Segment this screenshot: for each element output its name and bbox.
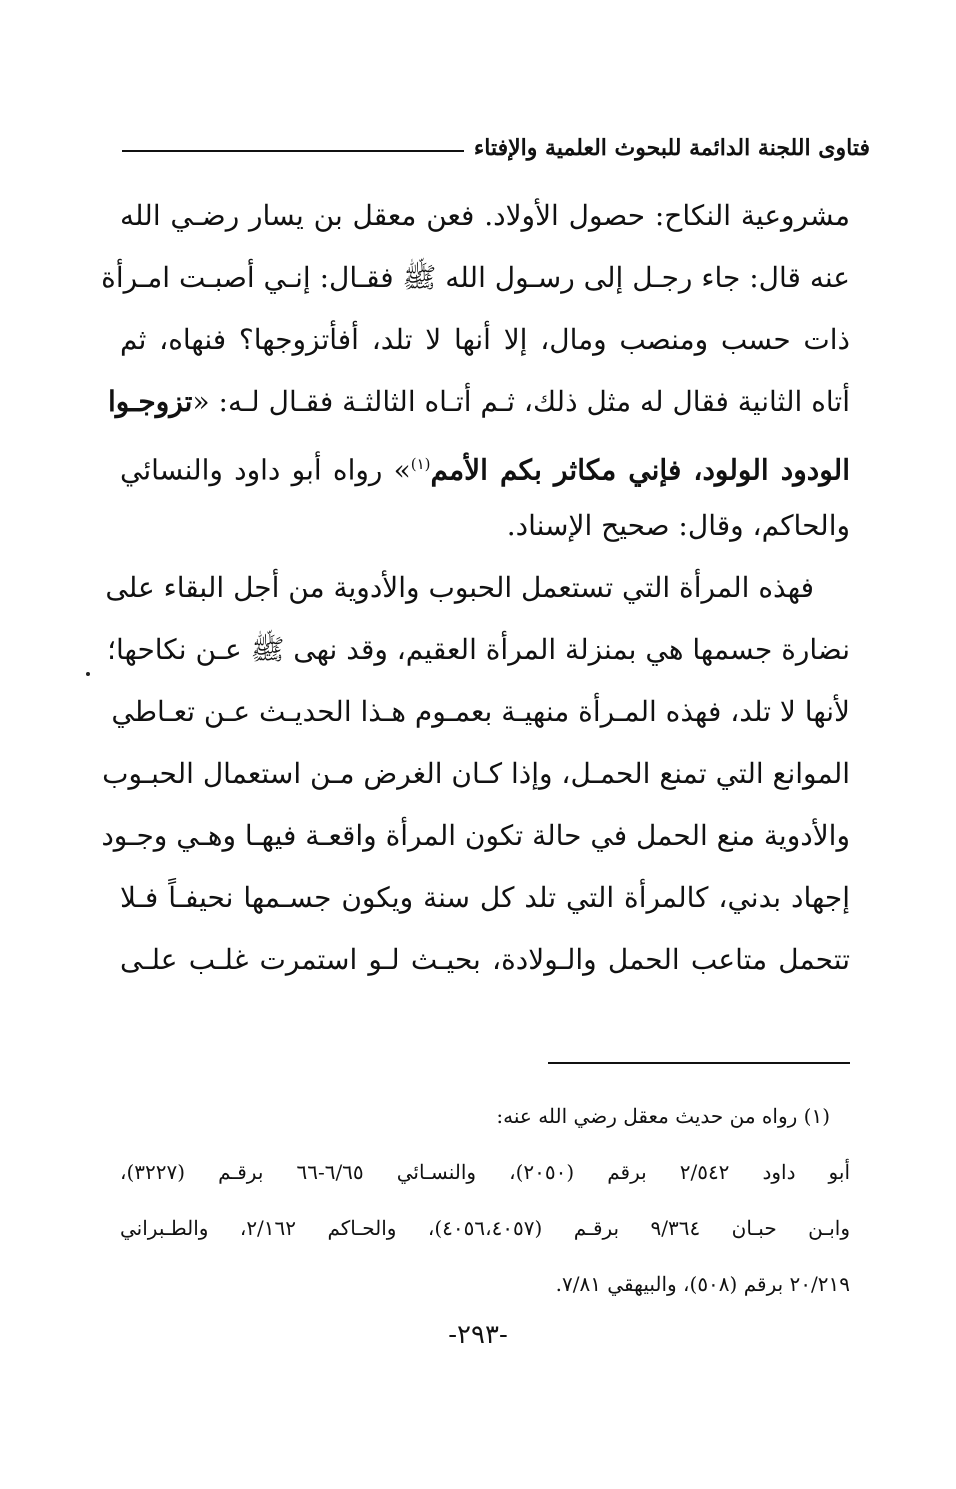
paragraph-line: والأدوية منع الحمل في حالة تكون المرأة واقعـة فيهـا وهـي وجـود [101,819,850,852]
body-line-hadith-end [120,433,850,495]
paragraph-line: نضارة جسمها هي بمنزلة المرأة العقيم، وقد نهى ﷺ عـن نكاحها؛ [107,633,850,666]
header-rule [122,150,464,152]
footnote-line: ٢٠/٢١٩ برقم (٥٠٨)، والبيهقي ٧/٨١. [555,1272,850,1296]
hadith-attribution: » رواه أبو داود والنسائي [120,453,411,487]
paragraph-line: إجهاد بدني، كالمرأة التي تلد كل سنة ويكون جسـمها نحيفـاً فـلا [120,881,850,914]
footnote-separator [548,1062,850,1064]
paragraph-line: الموانع التي تمنع الحمـل، وإذا كـان الغرض مـن استعمال الحبـوب [102,757,850,790]
hadith-text-part2: الودود الولود، فإني مكاثر بكم الأمم [430,453,850,487]
footnote-line: وابـن حبـان ٩/٣٦٤ برقـم (٤٠٥٦،٤٠٥٧)، والحـاكم ٢/١٦٢، والطـبراني [120,1216,850,1240]
paragraph-line: تتحمل متاعب الحمل والـولادة، بحيـث لـو استمرت غلـب علـى [120,943,850,976]
page-number: -٢٩٣- [448,1320,508,1350]
body-line: ذات حسب ومنصب ومال، إلا أنها لا تلد، أفأتزوجها؟ فنهاه، ثم [120,323,850,356]
hadith-text-part1: تزوجـوا [107,385,193,418]
footnote-line: أبو داود ٢/٥٤٢ برقم (٢٠٥٠)، والنسـائي ٦/٦٥-٦٦ برقـم (٣٢٢٧)، [120,1160,850,1184]
footnote-marker: (١) [410,455,431,473]
running-header [122,128,870,168]
body-line-text: أتاه الثانية فقال له مثل ذلك، ثـم أتـاه الثالثـة فقـال لـه: « [192,385,850,418]
body-line: عنه قال: جاء رجـل إلى رسـول الله ﷺ فقـال: إنـي أصبـت امـرأة [101,261,850,294]
body-line-hadith-start [107,371,850,433]
header-title: فتاوى اللجنة الدائمة للبحوث العلمية والإفتاء [473,135,870,161]
paragraph-line: فهذه المرأة التي تستعمل الحبوب والأدوية من أجل البقاء على [105,571,814,604]
body-text [101,185,850,991]
body-line: مشروعية النكاح: حصول الأولاد. فعن معقل بن يسار رضـي الله [120,199,850,232]
paragraph-line: لأنها لا تلد، فهذه المـرأة منهيـة بعمـوم هـذا الحديـث عـن تعـاطي [111,695,850,728]
body-line: والحاكم، وقال: صحيح الإسناد. [506,509,850,542]
footnote-line: (١) رواه من حديث معقل رضي الله عنه: [496,1104,830,1128]
footnotes [120,1088,850,1312]
stray-mark [86,672,90,676]
